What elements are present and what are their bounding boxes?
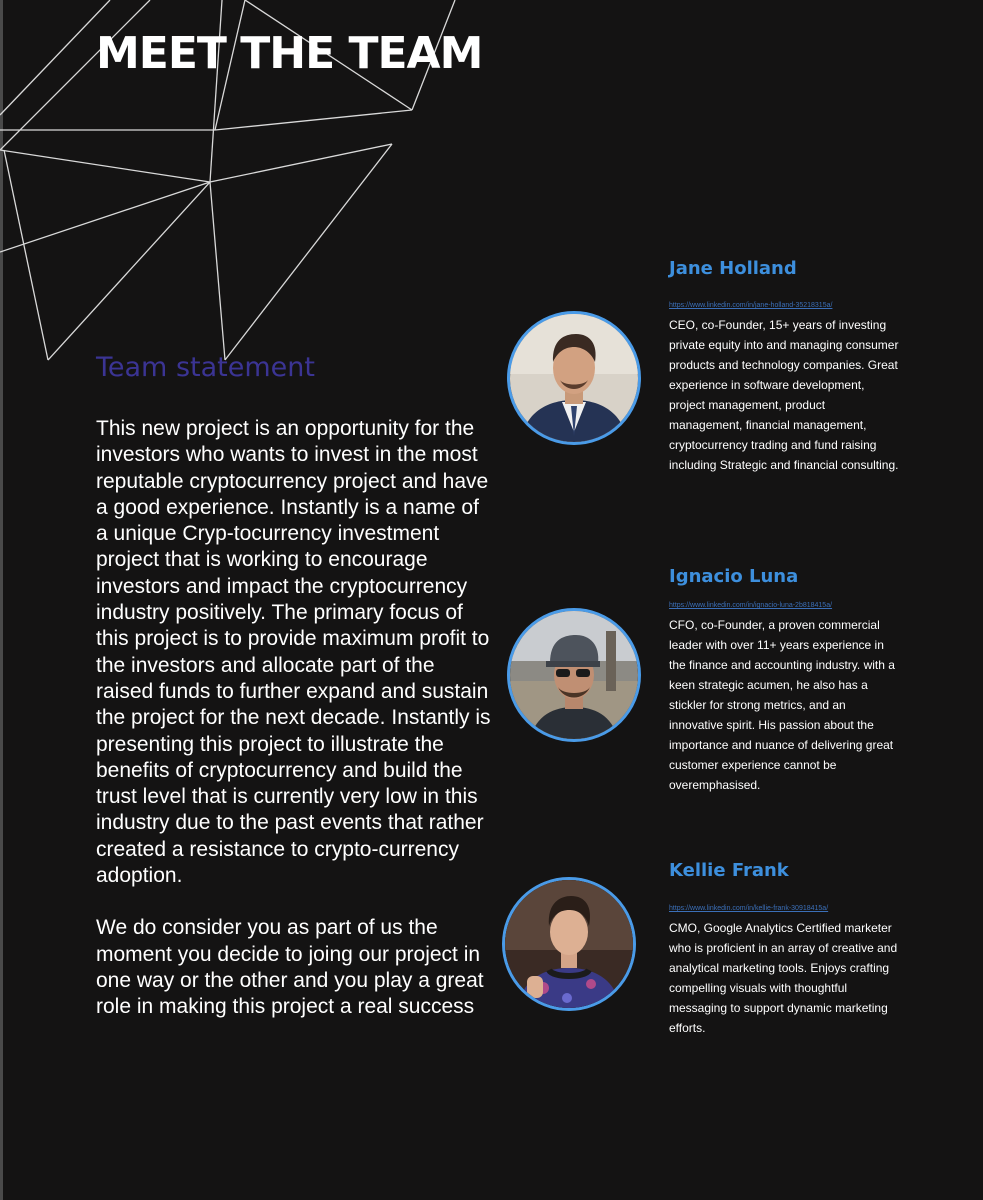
member-bio: CMO, Google Analytics Certified marketer who is proficient in an array of creative and analytical marketing tools. Enjoys crafting compelling visuals with thoughtful messaging to support dynamic marketing efforts. xyxy=(669,921,898,1035)
member-bio: CEO, co-Founder, 15+ years of investing private equity into and managing consumer products and technology companies. Great experience in software development, project management, product management, financial management, cryptocurrency trading and fund raising including Strategic and financial consulting. xyxy=(669,318,899,472)
page-title: MEET THE TEAM xyxy=(96,28,483,79)
member-name: Kellie Frank xyxy=(669,860,789,881)
member-linkedin-link[interactable]: https://www.linkedin.com/in/ignacio-luna-2b818415a/ xyxy=(669,602,833,609)
team-statement-heading: Team statement xyxy=(96,352,315,383)
portrait-photo-icon xyxy=(505,880,633,1008)
team-member-card xyxy=(669,566,899,792)
member-linkedin-link[interactable]: https://www.linkedin.com/in/jane-holland-35218315a/ xyxy=(669,302,833,309)
member-linkedin-link[interactable]: https://www.linkedin.com/in/kellie-frank-30918415a/ xyxy=(669,905,829,912)
member-name: Ignacio Luna xyxy=(669,566,799,587)
team-member-card xyxy=(669,258,899,472)
team-statement-body xyxy=(96,416,491,1047)
member-bio: CFO, co-Founder, a proven commercial leader with over 11+ years experience in the finance and accounting industry. with a keen strategic acumen, he also has a stickler for strong metrics, and an innovative spirit. His passion about the importance and nuance of delivering great customer experience cannot be overemphasised. xyxy=(669,618,895,792)
team-member-card xyxy=(669,860,899,1035)
portrait-photo-icon xyxy=(510,611,638,739)
statement-paragraph: This new project is an opportunity for the investors who wants to invest in the most reputable cryptocurrency project and have a good experience. Instantly is a name of a unique Cryp-tocurrency investment project that is working to encourage investors and impact the cryptocurrency industry positively. The primary focus of this project is to provide maximum profit to the investors and allocate part of the raised funds to further expand and sustain the project for the next decade. Instantly is presenting this project to illustrate the benefits of cryptocurrency and build the trust level that is currently very low in this industry due to the past events that rather created a resistance to crypto-currency adoption. xyxy=(96,417,491,888)
ignacio-luna-avatar xyxy=(507,608,641,742)
portrait-photo-icon xyxy=(510,314,638,442)
statement-paragraph: We do consider you as part of us the moment you decide to joing our project in one way or the other and you play a great role in making this project a real success xyxy=(96,916,484,1019)
member-name: Jane Holland xyxy=(669,258,797,279)
kellie-frank-avatar xyxy=(502,877,636,1011)
jane-holland-avatar xyxy=(507,311,641,445)
